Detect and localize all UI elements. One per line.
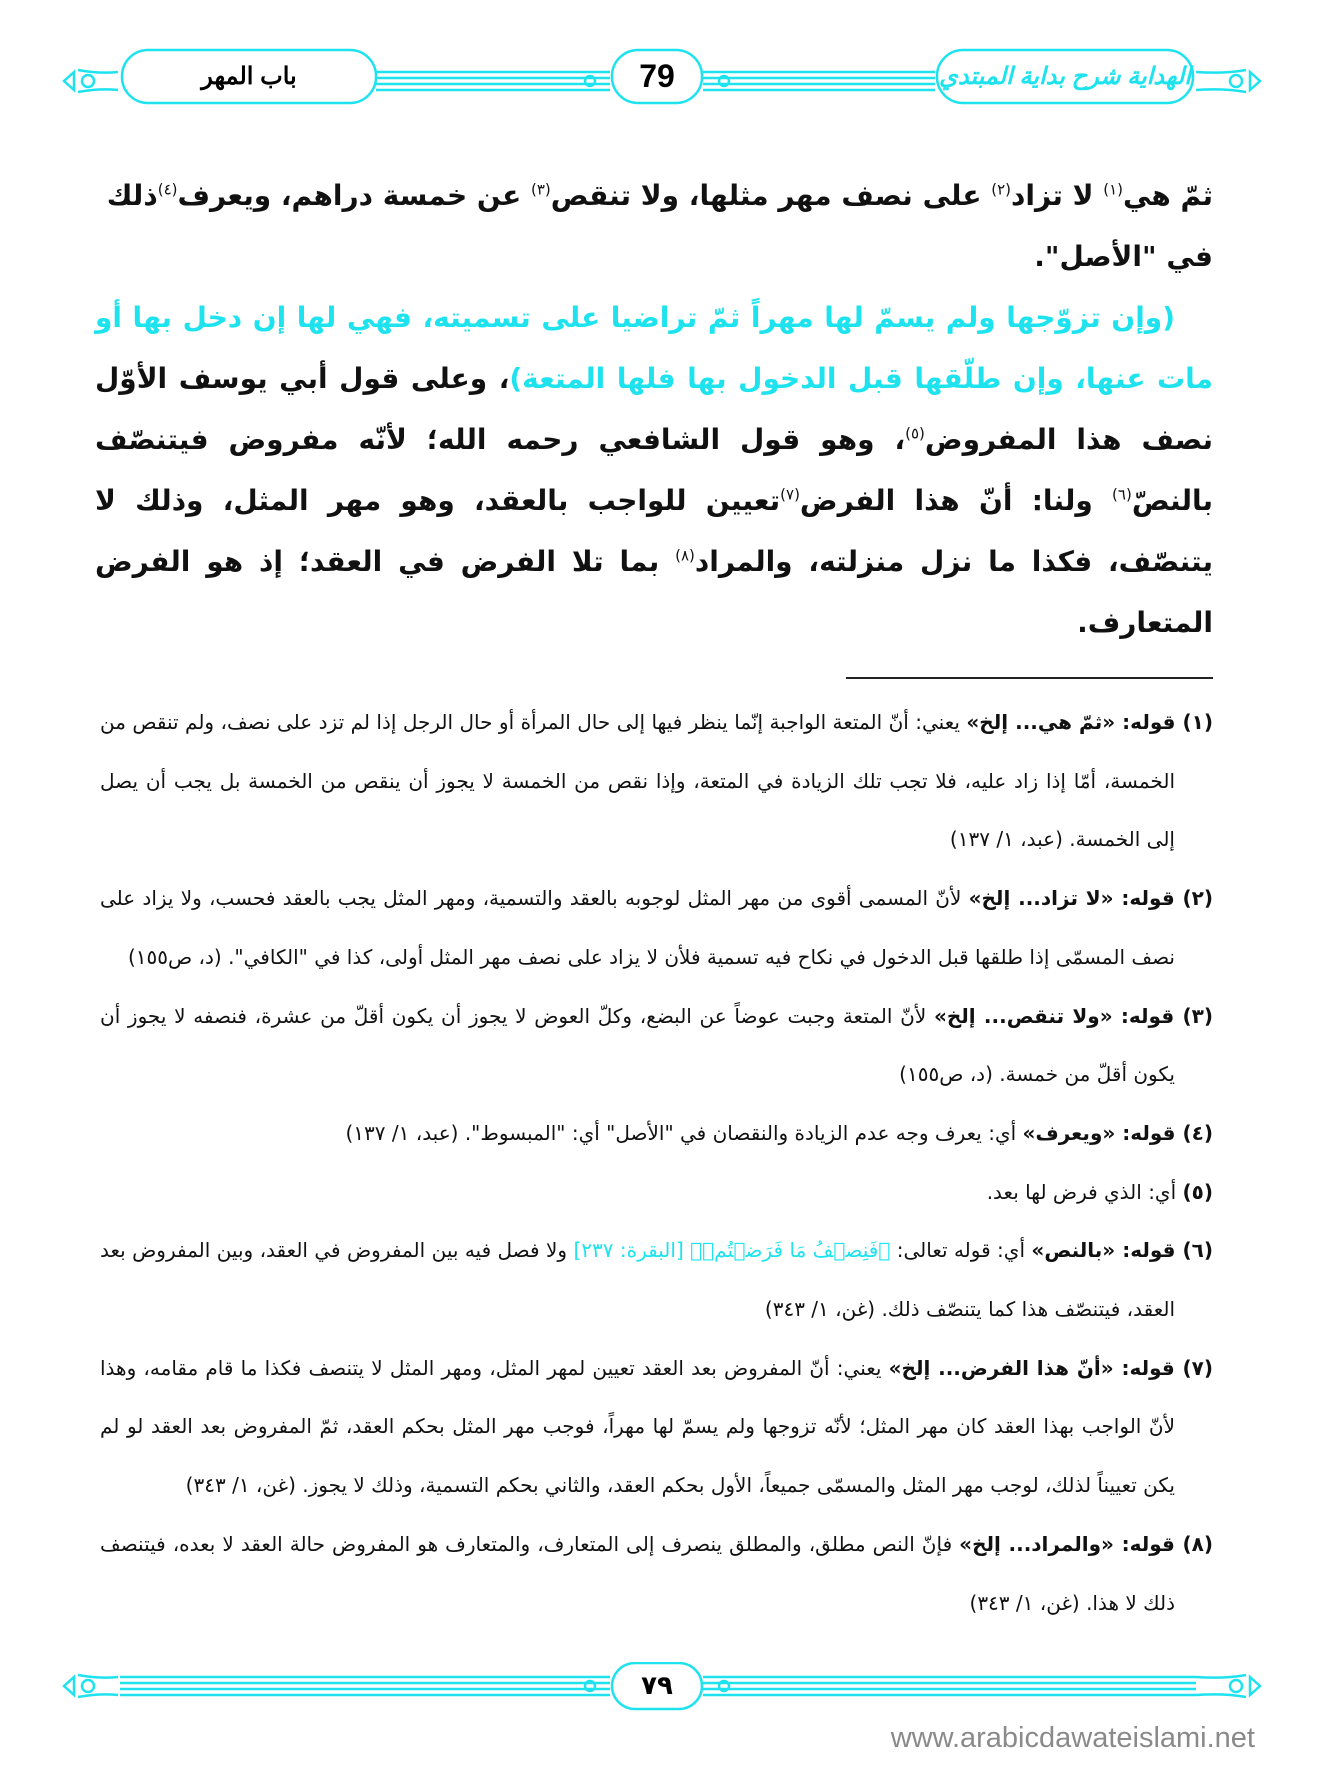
text-segment: ، وعلى قول أبي يوسف الأوّل نصف هذا المفروض xyxy=(95,362,1213,456)
footnote-lead: (٨) قوله: «والمراد... إلخ» xyxy=(959,1531,1213,1556)
page-footer xyxy=(0,1662,1325,1772)
footnote-4 xyxy=(100,1104,1213,1163)
footnote-lead: (٤) قوله: «ويعرف» xyxy=(1022,1120,1213,1145)
footnote-lead: (٧) قوله: «أنّ هذا الفرض... إلخ» xyxy=(888,1355,1214,1380)
footnote-text: ولا فصل فيه بين المفروض في العقد، وبين المفروض بعد العقد، فيتنصّف هذا كما يتنصّف ذلك. (غن، ١/ ٣٤٣) xyxy=(100,1238,1175,1322)
footnote-ref[interactable]: (٧) xyxy=(780,485,800,504)
footnote-5 xyxy=(100,1163,1213,1222)
footnote-text: أي: الذي فرض لها بعد. xyxy=(986,1179,1183,1204)
footnote-ref[interactable]: (٨) xyxy=(675,546,695,565)
footnote-ref[interactable]: (٦) xyxy=(1112,485,1132,504)
footnote-6 xyxy=(100,1221,1213,1338)
text-segment: ثمّ هي xyxy=(1123,179,1213,212)
text-segment: تعيين للواجب بالعقد، وهو مهر المثل، وذلك لا يتنصّف، فكذا ما نزل منزلته، والمراد xyxy=(95,484,1213,578)
footnote-lead: (٣) قوله: «ولا تنقص... إلخ» xyxy=(933,1003,1213,1028)
text-segment: عن خمسة دراهم، ويعرف xyxy=(177,179,531,212)
text-segment: ، وهو قول الشافعي رحمه الله؛ لأنّه مفروض فيتنصّف بالنصّ xyxy=(95,423,1213,517)
website-url[interactable]: www.arabicdawateislami.net xyxy=(890,1722,1255,1755)
text-segment: على نصف مهر مثلها، ولا تنقص xyxy=(550,179,992,212)
footnote-ref[interactable]: (١) xyxy=(1103,180,1124,199)
matn-text: (وإن تزوّجها ولم يسمّ لها مهراً ثمّ تراضيا على تسميته، فهي لها إن دخل بها أو مات عنها، وإن طلّقها قبل الدخول بها فلها المتعة) xyxy=(95,301,1213,395)
footnote-text: فإنّ النص مطلق، والمطلق ينصرف إلى المتعارف، والمتعارف هو المفروض حالة العقد لا بعده، فيتنصف ذلك لا هذا. (غن، ١/ ٣٤٣) xyxy=(100,1531,1175,1615)
footnote-2 xyxy=(100,869,1213,986)
footnote-lead: (٢) قوله: «لا تزاد... إلخ» xyxy=(968,886,1213,911)
book-logo: الهداية شرح بداية المبتدي xyxy=(939,63,1191,90)
chapter-title: باب المهر xyxy=(201,63,297,90)
footnote-text: أي: قوله تعالى: xyxy=(890,1238,1032,1263)
footnote-ref[interactable]: (٥) xyxy=(905,424,925,443)
footnote-text: يعني: أنّ المفروض بعد العقد تعيين لمهر المثل، ومهر المثل لا يتنصف فكذا ما قام مقامه، وهذا لأنّ الواجب بهذا العقد كان مهر المثل؛ لأنّه تزوجها ولم يسمّ لها مهراً، فوجب مهر المثل بحكم العقد، ثمّ المفروض بعد العقد لو لم يكن تعييناً لذلك، لوجب مهر المثل والمسمّى جميعاً، الأول بحكم العقد، والثاني بحكم التسمية، وذلك لا يجوز. (غن، ١/ ٣٤٣) xyxy=(100,1355,1175,1498)
footnote-separator xyxy=(846,677,1213,679)
footnote-lead: (٦) قوله: «بالنص» xyxy=(1031,1238,1214,1263)
text-segment: لا تزاد xyxy=(1011,179,1104,212)
main-text xyxy=(95,165,1213,653)
footnote-text: لأنّ المسمى أقوى من مهر المثل لوجوبه بالعقد والتسمية، ومهر المثل يجب بالعقد فحسب، ولا يزاد على نصف المسمّى إذا طلقها قبل الدخول في نكاح فيه تسمية فلأن لا يزاد على نصف مهر المثل أولى، كذا في "الكافي". (د، ص١٥٥) xyxy=(100,886,1175,969)
page-header xyxy=(0,0,1325,165)
footnote-text: لأنّ المتعة وجبت عوضاً عن البضع، وكلّ العوض لا يجوز أن يكون أقلّ من عشرة، فنصفه لا يجوز أن يكون أقلّ من خمسة. (د، ص١٥٥) xyxy=(100,1003,1175,1087)
main-paragraph-2 xyxy=(95,287,1213,653)
footnote-lead: (١) قوله: «ثمّ هي... إلخ» xyxy=(966,710,1213,734)
text-segment: ولنا: أنّ هذا الفرض xyxy=(799,484,1113,517)
page-number: 79 xyxy=(639,58,675,94)
footnote-text: أي: يعرف وجه عدم الزيادة والنقصان في "الأصل" أي: "المبسوط". (عبد، ١/ ١٣٧) xyxy=(345,1120,1023,1145)
footnotes xyxy=(100,693,1213,1632)
footnote-8 xyxy=(100,1515,1213,1632)
footnote-ref[interactable]: (٤) xyxy=(157,180,178,199)
footnote-1 xyxy=(100,693,1213,869)
footnote-lead: (٥) xyxy=(1182,1179,1213,1204)
quran-citation: ﴿فَنِصۡفُ مَا فَرَضۡتُمۡ﴾ [البقرة: ٢٣٧] xyxy=(573,1238,891,1263)
footnote-ref[interactable]: (٢) xyxy=(991,180,1011,199)
footnote-7 xyxy=(100,1339,1213,1515)
main-paragraph-1 xyxy=(95,165,1213,287)
footnote-text: يعني: أنّ المتعة الواجبة إنّما ينظر فيها إلى حال المرأة أو حال الرجل إذا لم تزد على نصف، ولم تنقص من الخمسة، أمّا إذا زاد عليه، فلا تجب تلك الزيادة في المتعة، وإذا نقص من الخمسة لا يجوز أن ينقص من الخمسة بل يجب أن يصل إلى الخمسة. (عبد، ١/ ١٣٧) xyxy=(100,710,1175,852)
footnote-3 xyxy=(100,987,1213,1104)
text-segment: ذلك في "الأصل". xyxy=(106,179,1213,273)
text-segment: بما تلا الفرض في العقد؛ إذ هو الفرض المتعارف. xyxy=(95,545,1213,639)
footnote-ref[interactable]: (٣) xyxy=(530,180,551,199)
footer-page-number: ٧٩ xyxy=(641,1671,673,1702)
